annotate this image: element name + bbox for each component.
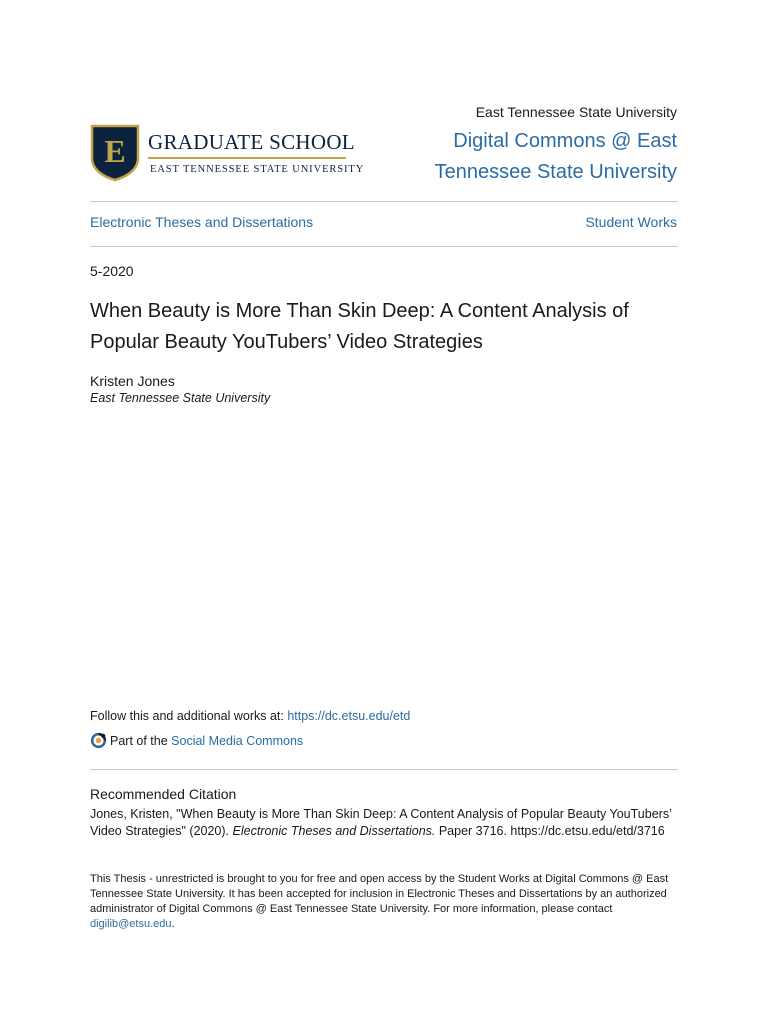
citation-text: Jones, Kristen, "When Beauty is More Than Skin Deep: A Content Analysis of Popular Beauty YouTubers’ Video Strategies" (2020). [90,807,672,838]
collection-link[interactable]: Electronic Theses and Dissertations [90,214,314,230]
repository-link[interactable]: Digital Commons @ East Tennessee State University [434,130,677,183]
access-end: . [171,918,175,930]
student-works-link[interactable]: Student Works [585,214,677,230]
commons-network-icon [90,732,107,749]
logo-divider [148,157,346,159]
citation-body [90,806,680,840]
discipline-link[interactable]: Social Media Commons [171,733,304,748]
contact-email-link[interactable]: digilib@etsu.edu [90,918,172,930]
logo-title: GRADUATE SCHOOL [148,130,355,154]
etsu-shield-icon [90,124,140,182]
follow-prefix: Follow this and additional works at: [90,709,288,723]
divider-top [90,201,678,202]
divider-citation [90,769,678,770]
publication-date: 5-2020 [90,263,134,279]
shield-letter: E [104,133,126,169]
part-of-prefix: Part of the [110,733,172,748]
institution-name: East Tennessee State University [475,104,677,120]
access-statement [90,872,680,932]
follow-url-link[interactable]: https://dc.etsu.edu/etd [287,709,411,723]
citation-series: Electronic Theses and Dissertations. [232,824,436,838]
part-of-line [90,732,303,749]
divider-nav [90,246,678,247]
citation-heading: Recommended Citation [90,786,237,802]
page-title: When Beauty is More Than Skin Deep: A Content Analysis of Popular Beauty YouTubers’ Video Strategies [90,300,629,353]
follow-line [90,709,410,723]
author-affiliation: East Tennessee State University [90,391,271,405]
author-name: Kristen Jones [90,373,175,389]
logo-subtitle: EAST TENNESSEE STATE UNIVERSITY [150,164,365,175]
citation-tail: Paper 3716. https://dc.etsu.edu/etd/3716 [435,824,665,838]
access-text: This Thesis - unrestricted is brought to you for free and open access by the Student Works at Digital Commons @ East Tennessee State University. It has been accepted for inclusion in Electronic Theses and Dissertations by an authorized administrator of Digital Commons @ East Tennessee State University. For more information, please contact [90,873,669,915]
graduate-school-logo [90,124,365,182]
